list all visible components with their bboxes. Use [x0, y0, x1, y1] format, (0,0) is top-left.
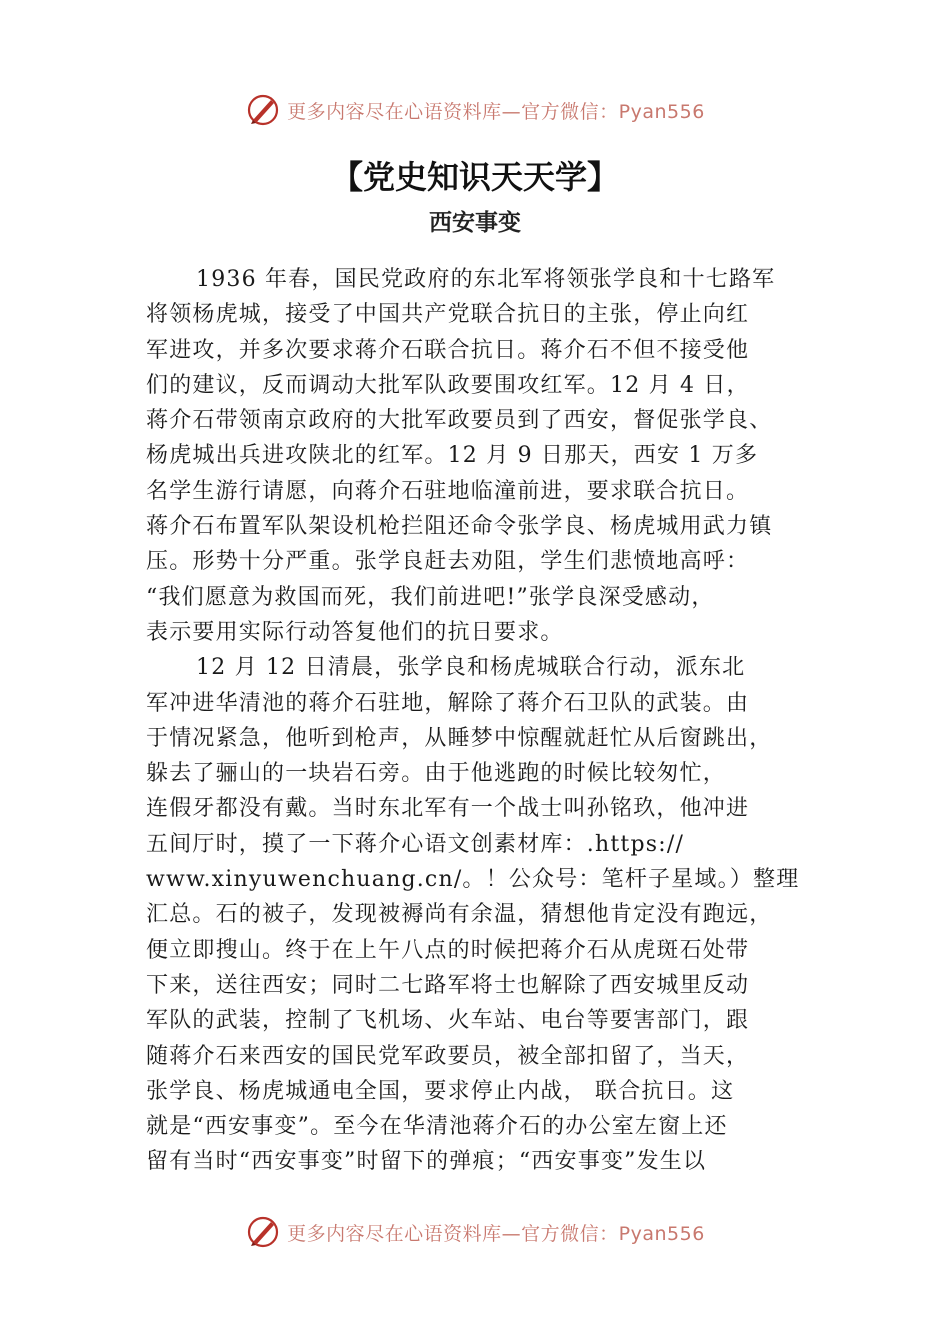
text-line: 军进攻，并多次要求蒋介石联合抗日。蒋介石不但不接受他	[146, 337, 750, 363]
text-line: 蒋介石布置军队架设机枪拦阻还命令张学良、杨虎城用武力镇	[146, 514, 773, 540]
document-title: 【党史知识天天学】	[330, 158, 619, 196]
footer-watermark-text: 更多内容尽在心语资料库—官方微信：Pyan556	[287, 1222, 705, 1245]
text-line: “我们愿意为救国而死，我们前进吧!”张学良深受感动，	[146, 584, 715, 610]
text-line: 压。形势十分严重。张学良赶去劝阻，学生们悲愤地高呼：	[146, 549, 750, 575]
text-line: 便立即搜山。终于在上午八点的时候把蒋介石从虎斑石处带	[146, 937, 750, 963]
text-line: 军队的武装，控制了飞机场、火车站、电台等要害部门，跟	[146, 1008, 750, 1034]
text-line: 躲去了骊山的一块岩石旁。由于他逃跑的时候比较匆忙，	[146, 761, 727, 787]
text-line: 留有当时“西安事变”时留下的弹痕；“西安事变”发生以	[146, 1149, 707, 1175]
footer-watermark-banner	[0, 1212, 950, 1252]
text-line: 五间厅时，摸了一下蒋介心语文创素材库：.https://	[146, 831, 685, 857]
text-line: 将领杨虎城，接受了中国共产党联合抗日的主张，停止向红	[146, 302, 750, 328]
text-line: www.xinyuwenchuang.cn/。！公众号：笔杆子星域。）整理	[146, 867, 800, 893]
pen-logo-icon	[245, 1214, 281, 1250]
text-line: 杨虎城出兵进攻陕北的红军。12 月 9 日那天，西安 1 万多	[146, 443, 759, 469]
text-line: 下来，送往西安；同时二七路军将士也解除了西安城里反动	[146, 972, 750, 998]
text-line: 12 月 12 日清晨，张学良和杨虎城联合行动，派东北	[196, 655, 746, 681]
document-subtitle: 西安事变	[429, 210, 521, 236]
text-line: 连假牙都没有戴。当时东北军有一个战士叫孙铭玖，他冲进	[146, 796, 750, 822]
text-line: 就是“西安事变”。至今在华清池蒋介石的办公室左窗上还	[146, 1114, 728, 1140]
text-line: 1936 年春，国民党政府的东北军将领张学良和十七路军	[196, 267, 776, 292]
header-watermark-banner	[0, 90, 950, 130]
text-line: 张学良、杨虎城通电全国，要求停止内战， 联合抗日。这	[146, 1078, 735, 1104]
text-line: 军冲进华清池的蒋介石驻地，解除了蒋介石卫队的武装。由	[146, 690, 750, 716]
header-watermark-text: 更多内容尽在心语资料库—官方微信：Pyan556	[287, 100, 705, 123]
article-body	[146, 262, 836, 1180]
pen-logo-icon	[245, 92, 281, 128]
text-line: 名学生游行请愿，向蒋介石驻地临潼前进，要求联合抗日。	[146, 478, 750, 504]
text-line: 于情况紧急，他听到枪声，从睡梦中惊醒就赶忙从后窗跳出，	[146, 725, 773, 751]
text-line: 汇总。石的被子，发现被褥尚有余温，猜想他肯定没有跑远，	[146, 902, 773, 928]
text-line: 表示要用实际行动答复他们的抗日要求。	[146, 619, 564, 645]
text-line: 们的建议，反而调动大批军队政要围攻红军。12 月 4 日，	[146, 372, 750, 398]
text-line: 随蒋介石来西安的国民党军政要员，被全部扣留了，当天，	[146, 1043, 750, 1069]
text-line: 蒋介石带领南京政府的大批军政要员到了西安，督促张学良、	[146, 408, 773, 434]
